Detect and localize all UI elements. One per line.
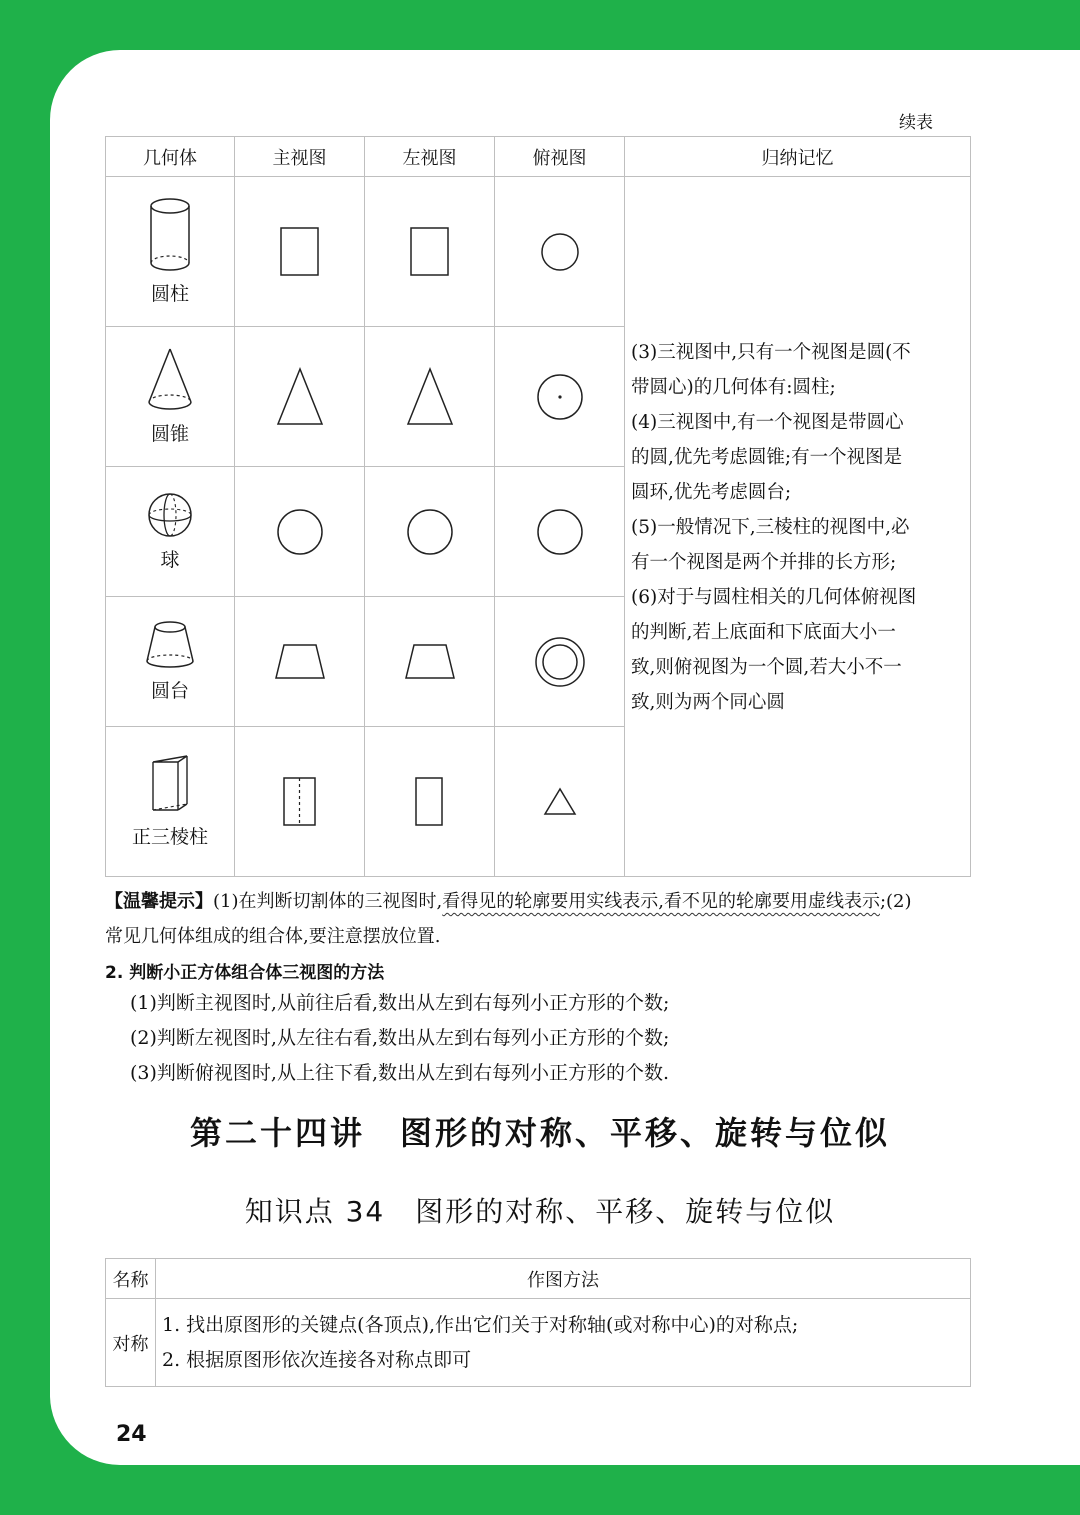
cylinder-icon bbox=[148, 197, 192, 273]
trapezoid-icon bbox=[404, 643, 456, 681]
memo-line: (6)对于与圆柱相关的几何体俯视图 bbox=[631, 587, 917, 608]
memo-line: 有一个视图是两个并排的长方形; bbox=[631, 552, 897, 573]
solid-name: 正三棱柱 bbox=[131, 826, 208, 848]
tip-part1: (1)在判断切割体的三视图时, bbox=[213, 891, 443, 912]
list-item: (3)判断俯视图时,从上往下看,数出从左到右每列小正方形的个数. bbox=[130, 1062, 670, 1084]
memo-line: 的圆,优先考虑圆锥;有一个视图是 bbox=[631, 447, 903, 468]
list-item: (2)判断左视图时,从左往右看,数出从左到右每列小正方形的个数; bbox=[130, 1027, 670, 1049]
memo-line: 致,则为两个同心圆 bbox=[631, 692, 785, 713]
triangle-icon bbox=[405, 367, 455, 427]
method-cell bbox=[156, 1299, 971, 1387]
header-solid: 几何体 bbox=[106, 137, 235, 177]
header-method: 作图方法 bbox=[156, 1259, 971, 1299]
header-front-view: 主视图 bbox=[235, 137, 365, 177]
rectangle-icon bbox=[280, 227, 320, 277]
knowledge-point-title: 知识点 34 图形的对称、平移、旋转与位似 bbox=[244, 1195, 836, 1228]
circle-icon bbox=[275, 507, 325, 557]
memo-line: 带圆心)的几何体有:圆柱; bbox=[631, 377, 836, 398]
memo-line: 的判断,若上底面和下底面大小一 bbox=[631, 622, 896, 643]
list-item: (1)判断主视图时,从前往后看,数出从左到右每列小正方形的个数; bbox=[130, 992, 670, 1014]
method-step: 2. 根据原图形依次连接各对称点即可 bbox=[162, 1348, 472, 1371]
circle-icon bbox=[540, 232, 580, 272]
memo-line: (3)三视图中,只有一个视图是圆(不 bbox=[631, 342, 911, 363]
concentric-circles-icon bbox=[533, 635, 587, 689]
rectangle-dashed-icon bbox=[283, 777, 317, 827]
solid-name: 球 bbox=[160, 549, 180, 571]
table-header-row bbox=[106, 137, 971, 177]
solid-name: 圆台 bbox=[150, 680, 189, 702]
circle-icon bbox=[405, 507, 455, 557]
cone-icon bbox=[146, 347, 194, 413]
solid-name: 圆锥 bbox=[150, 423, 189, 445]
memo-line: (4)三视图中,有一个视图是带圆心 bbox=[631, 412, 904, 433]
circle-with-center-icon bbox=[535, 372, 585, 422]
triangle-icon bbox=[543, 787, 577, 817]
tip-line2: 常见几何体组成的组合体,要注意摆放位置. bbox=[105, 926, 441, 947]
rectangle-icon bbox=[410, 227, 450, 277]
symmetry-table bbox=[105, 1258, 971, 1387]
solid-name: 圆柱 bbox=[150, 283, 189, 305]
tip-label: 【温馨提示】 bbox=[105, 891, 213, 912]
header-top-view: 俯视图 bbox=[495, 137, 625, 177]
memo-line: 圆环,优先考虑圆台; bbox=[631, 482, 792, 503]
frustum-icon bbox=[144, 620, 196, 670]
header-name: 名称 bbox=[106, 1259, 156, 1299]
continued-label: 续表 bbox=[899, 113, 933, 133]
circle-icon bbox=[535, 507, 585, 557]
rectangle-icon bbox=[415, 777, 445, 827]
table-header-row bbox=[106, 1259, 971, 1299]
trapezoid-icon bbox=[274, 643, 326, 681]
section2-list bbox=[130, 986, 669, 1091]
page-number: 24 bbox=[116, 1422, 147, 1447]
memo-text bbox=[631, 335, 967, 720]
table-row bbox=[106, 177, 971, 327]
tip-emphasis: 看得见的轮廓要用实线表示,看不见的轮廓要用虚线表示 bbox=[442, 891, 880, 912]
section2-title: 2. 判断小正方体组合体三视图的方法 bbox=[105, 963, 385, 983]
triangle-icon bbox=[275, 367, 325, 427]
sphere-icon bbox=[146, 491, 194, 539]
memo-line: (5)一般情况下,三棱柱的视图中,必 bbox=[631, 517, 910, 538]
header-left-view: 左视图 bbox=[365, 137, 495, 177]
lecture-title: 第二十四讲 图形的对称、平移、旋转与位似 bbox=[189, 1114, 890, 1152]
warm-tip bbox=[105, 884, 975, 954]
table-row bbox=[106, 1299, 971, 1387]
method-step: 1. 找出原图形的关键点(各顶点),作出它们关于对称轴(或对称中心)的对称点; bbox=[162, 1313, 799, 1336]
header-memo: 归纳记忆 bbox=[625, 137, 971, 177]
triangular-prism-icon bbox=[150, 754, 190, 816]
row-name: 对称 bbox=[106, 1299, 156, 1387]
tip-part2: ;(2) bbox=[879, 891, 912, 912]
memo-line: 致,则俯视图为一个圆,若大小不一 bbox=[631, 657, 902, 678]
